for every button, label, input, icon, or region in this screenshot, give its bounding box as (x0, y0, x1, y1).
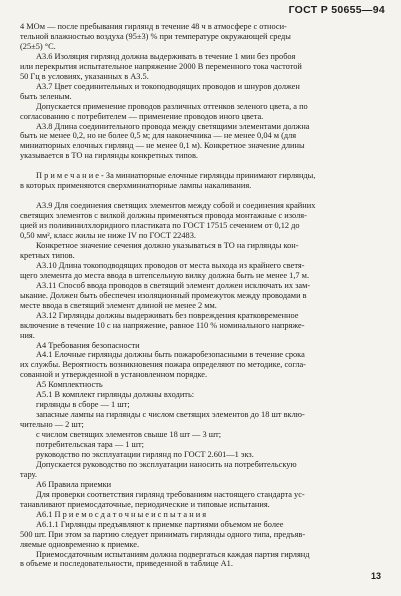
text-line: 50 Гц в условиях, указанных в А3.5. (20, 71, 149, 81)
text-line: их службы. Вероятность возникновения пожара определяют по методике, согла- (20, 360, 306, 370)
document-header: ГОСТ Р 50655—94 (288, 4, 385, 16)
text-line: с числом светящих элементов свыше 18 шт — 3 шт; (36, 430, 222, 440)
text-line: гирлянды в сборе — 1 шт; (36, 400, 130, 410)
text-line: указывается в ТО на гирлянды конкретных типов. (20, 151, 198, 161)
page-number: 13 (370, 571, 381, 581)
text-line: ния. (20, 330, 35, 340)
text-line: или перекрытия испытательное напряжение 2000 В переменного тока частотой (20, 61, 302, 71)
text-line: А6 Правила приемки (36, 479, 112, 489)
text-line: А5.1 В комплект гирлянды должны входить: (36, 390, 195, 400)
text-line: Приемосдаточным испытаниям должна подвергаться каждая партия гирлянд (36, 549, 310, 559)
text-line: А3.6 Изоляция гирлянд должна выдерживать в течение 1 мин без пробоя (36, 51, 296, 61)
text-line: П р и м е ч а н и е - За миниатюрные елочные гирлянды принимают гирлянды, (36, 171, 316, 181)
text-line: А6.1 П р и е м о с д а т о ч н ы е и с п ы т а н и я (36, 509, 207, 519)
text-line: А3.11 Способ ввода проводов в светящий элемент должен исключать их зам- (36, 280, 311, 290)
text-line: А3.12 Гирлянды должны выдерживать без повреждения кратковременное (36, 310, 299, 320)
blank-line (20, 191, 384, 201)
blank-line (20, 161, 384, 171)
text-line: ляемые одновременно к приемке. (20, 539, 140, 549)
text-line: Допускается применение проводов различных оттенков зеленого цвета, а по (36, 101, 308, 111)
text-line: А5 Комплектность (36, 380, 103, 390)
text-line: быть не менее 0,2, но не более 0,5 м; для наконечника — не менее 0,04 м (для (20, 131, 297, 141)
text-line: кретных типов. (20, 250, 75, 260)
text-line: в которых применяются сверхминиатюрные лампы накаливания. (20, 181, 252, 191)
text-line: месте ввода в светящий элемент длиной не менее 2 мм. (20, 300, 217, 310)
text-line: 500 шт. При этом за партию следует принимать гирлянды одного типа, предъяв- (20, 529, 306, 539)
text-line: в объеме и последовательности, приведенной в таблице А1. (20, 559, 233, 569)
text-line: Допускается руководство по эксплуатации наносить на потребительскую (36, 459, 297, 469)
document-body (20, 22, 384, 569)
text-line: потребительская тара — 1 шт; (36, 440, 144, 450)
text-line: 0,50 мм², класс жилы не ниже IV по ГОСТ 22483. (20, 231, 196, 241)
text-line: быть зеленым. (20, 91, 72, 101)
text-line: руководство по эксплуатации гирлянд по ГОСТ 2.601—1 экз. (36, 449, 254, 459)
text-line: А3.7 Цвет соединительных и токоподводящих проводов и шнуров должен (36, 81, 300, 91)
text-line: А3.8 Длина соединительного провода между светящими элементами должна (36, 121, 310, 131)
text-line: миниатюрных елочных гирлянд — не менее 0,1 м). Конкретное значение длины (20, 141, 305, 151)
text-line: танавливают приемосдаточные, периодические и типовые испытания. (20, 499, 270, 509)
text-line: А3.9 Для соединения светящих элементов между собой и соединения крайних (36, 201, 316, 211)
text-line: тельной влажностью воздуха (95±3) % при температуре окружающей среды (20, 31, 291, 41)
text-line: включение в течение 10 с на напряжение, равное 110 % номинального напряже- (20, 320, 305, 330)
text-line: Для проверки соответствия гирлянд требованиям настоящего стандарта ус- (36, 489, 305, 499)
text-line: А6.1.1 Гирлянды предъявляют к приемке партиями объемом не более (36, 519, 284, 529)
text-line: Конкретное значение сечения должно указываться в ТО на гирлянды кон- (36, 240, 299, 250)
text-line: запасные лампы на гирлянды с числом светящих элементов до 18 шт вклю- (36, 410, 305, 420)
text-line: 4 МОм — после пребывания гирлянд в течение 48 ч в атмосфере с относи- (20, 22, 287, 31)
text-line: сованной и утвержденной в установленном порядке. (20, 370, 208, 380)
text-line: согласованию с потребителем — применение проводов иного цвета. (20, 111, 264, 121)
text-line: светящих элементов с вилкой должны применяться провода монтажные с изоля- (20, 211, 307, 221)
text-line: А3.10 Длина токоподводящих проводов от места выхода из крайнего светя- (36, 260, 305, 270)
text-line: (25±5) °С. (20, 41, 56, 51)
text-line: цией из поливинилхлоридного пластиката по ГОСТ 17515 сечением от 0,12 до (20, 221, 300, 231)
text-line: А4.1 Елочные гирлянды должны быть пожаробезопасными в течение срока (36, 350, 305, 360)
text-line: щего элемента до места ввода в штепсельную вилку должна быть не менее 1,7 м. (20, 270, 310, 280)
text-line: ыкание. Должен быть обеспечен изоляционный промежуток между проводами в (20, 290, 307, 300)
text-line: чительно — 2 шт; (20, 420, 84, 430)
text-line: тару. (20, 469, 37, 479)
text-line: А4 Требования безопасности (36, 340, 140, 350)
